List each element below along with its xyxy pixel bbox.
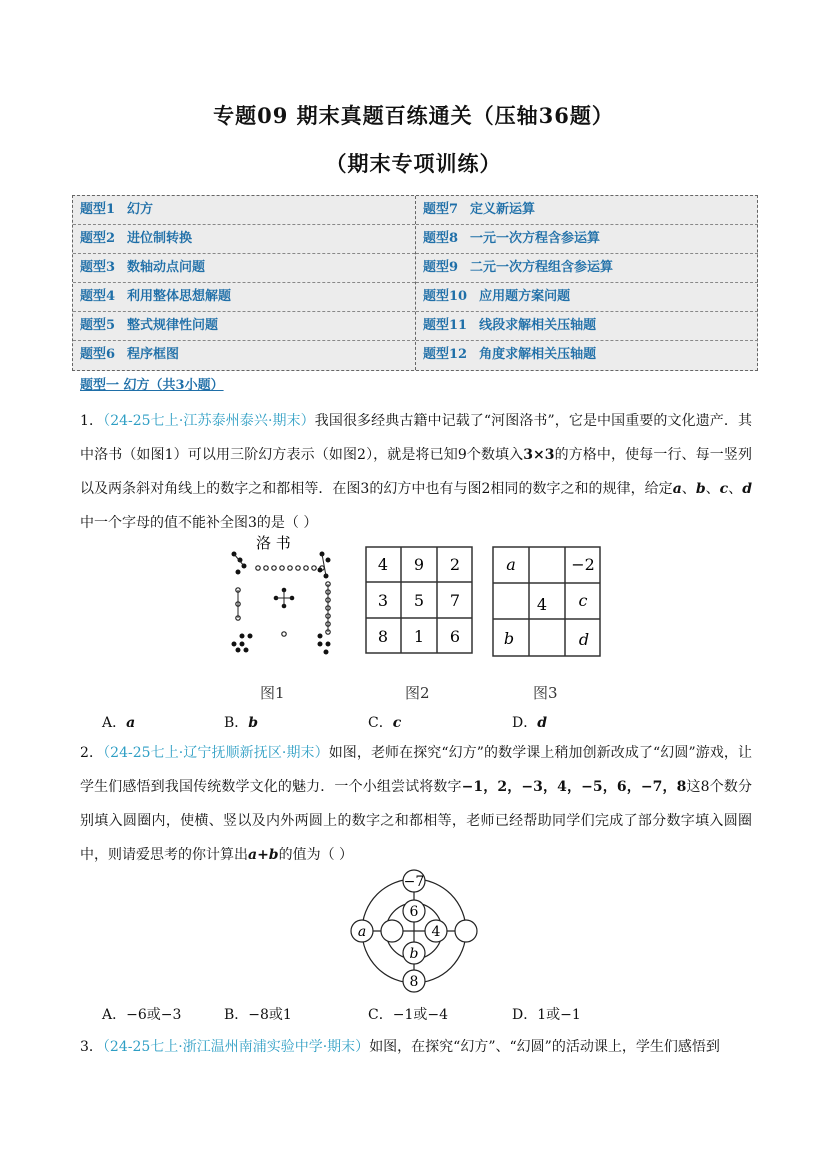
partial-cell: b (503, 629, 515, 648)
circle-label-top: −7 (403, 874, 425, 890)
option-c[interactable]: C．−1或−4 (368, 1007, 448, 1023)
topic-link[interactable]: 题型10 应用题方案问题 (416, 283, 758, 312)
topic-link[interactable]: 题型8 一元一次方程含参运算 (416, 225, 758, 254)
option-c[interactable]: C．c (368, 715, 402, 731)
circle-label-left: a (357, 924, 367, 940)
question-source: （24-25七上·江苏泰州泰兴·期末） (103, 413, 315, 429)
figure-caption: 图3 (533, 684, 558, 702)
question-2: 2．（24-25七上·辽宁抚顺新抚区·期末）如图，老师在探究“幻方”的数学课上稍加创新改成了“幻圆”游戏，让学生们感悟到我国传统数学文化的魅力．一个小组尝试将数字−1，2，−3，4，−5，6，−7，8这8个数分别填入圆圈内，使横、竖以及内外两圆上的数字之和都相等，老师已经帮助同学们完成了部分数字填入圆圈中，则请爱思考的你计算出a+b的值为（ ） (80, 745, 752, 863)
option-a[interactable]: A．a (102, 715, 136, 731)
topic-link[interactable]: 题型1 幻方 (73, 196, 415, 225)
question-number: 1． (80, 413, 104, 429)
page-title: 专题09 期末真题百练通关（压轴36题） (213, 103, 614, 128)
option-d[interactable]: D．d (512, 715, 548, 731)
option-a[interactable]: A．−6或−3 (102, 1007, 182, 1023)
topic-link[interactable]: 题型6 程序框图 (80, 347, 180, 362)
figure-caption: 图1 (260, 684, 285, 702)
option-d[interactable]: D．1或−1 (512, 1007, 581, 1023)
section-heading[interactable]: 题型一 幻方（共3小题） (80, 378, 224, 393)
topic-link[interactable]: 题型5 整式规律性问题 (73, 312, 415, 341)
question-3: 3．（24-25七上·浙江温州南浦实验中学·期末）如图，在探究“幻方”、“幻圆”的活动课上，学生们感悟到 (80, 1039, 720, 1055)
circle-label-inner-top: 6 (409, 904, 419, 920)
luoshu-dot-bottom (282, 632, 286, 636)
partial-cell: d (578, 630, 590, 649)
question-1: 1．（24-25七上·江苏泰州泰兴·期末）我国很多经典古籍中记载了“河图洛书”，它是中国重要的文化遗产．其中洛书（如图1）可以用三阶幻方表示（如图2），就是将已知9个数填入3×3的方格中，使每一行、每一竖列以及两条斜对角线上的数字之和都相等．在图3的幻方中也有与图2相同的数字之和的规律，给定a、b、c、d中一个字母的值不能补全图3的是（ ） (80, 413, 753, 531)
figure-caption: 图2 (405, 684, 430, 702)
partial-square-figure (492, 546, 602, 658)
luoshu-title: 洛 书 (256, 534, 291, 552)
topic-link[interactable]: 题型3 数轴动点问题 (73, 254, 415, 283)
magic-cell: 1 (413, 627, 425, 646)
magic-cell: 6 (449, 627, 461, 646)
topic-link[interactable]: 题型11 线段求解相关压轴题 (416, 312, 758, 341)
circle-node (455, 920, 477, 942)
topic-column-right (415, 196, 758, 370)
partial-cell: −2 (571, 555, 595, 574)
magic-cell: 7 (449, 591, 461, 610)
partial-cell: a (506, 555, 516, 574)
option-b[interactable]: B．−8或1 (224, 1007, 292, 1023)
partial-cell: c (578, 591, 588, 610)
question-number: 2． (80, 745, 104, 761)
topic-column-left (73, 196, 415, 370)
magic-cell: 4 (377, 555, 389, 574)
topic-link[interactable]: 题型7 定义新运算 (416, 196, 758, 225)
circle-node (381, 920, 403, 942)
circle-label-inner-right: 4 (431, 924, 441, 940)
magic-cell: 5 (413, 591, 425, 610)
magic-cell: 8 (377, 627, 389, 646)
magic-cell: 2 (449, 555, 461, 574)
magic-square-figure (365, 546, 473, 654)
topic-link[interactable]: 题型4 利用整体思想解题 (73, 283, 415, 312)
question-source: （24-25七上·辽宁抚顺新抚区·期末） (103, 745, 329, 761)
topic-table (72, 195, 758, 371)
page-subtitle: （期末专项训练） (325, 151, 502, 176)
question-number: 3． (80, 1039, 103, 1055)
topic-link[interactable]: 题型2 进位制转换 (73, 225, 415, 254)
circle-label-inner-bottom: b (409, 946, 419, 962)
luoshu-figure (222, 532, 347, 667)
luoshu-dots-top (256, 566, 324, 570)
topic-link[interactable]: 题型12 角度求解相关压轴题 (423, 347, 597, 362)
partial-cell: 4 (536, 595, 548, 614)
circle-label-bottom: 8 (409, 974, 419, 990)
topic-link[interactable]: 题型9 二元一次方程组含参运算 (416, 254, 758, 283)
question-source: （24-25七上·浙江温州南浦实验中学·期末） (102, 1039, 370, 1055)
magic-circle-figure (348, 868, 483, 998)
magic-cell: 9 (413, 555, 425, 574)
option-b[interactable]: B．b (224, 715, 259, 731)
magic-cell: 3 (377, 591, 389, 610)
